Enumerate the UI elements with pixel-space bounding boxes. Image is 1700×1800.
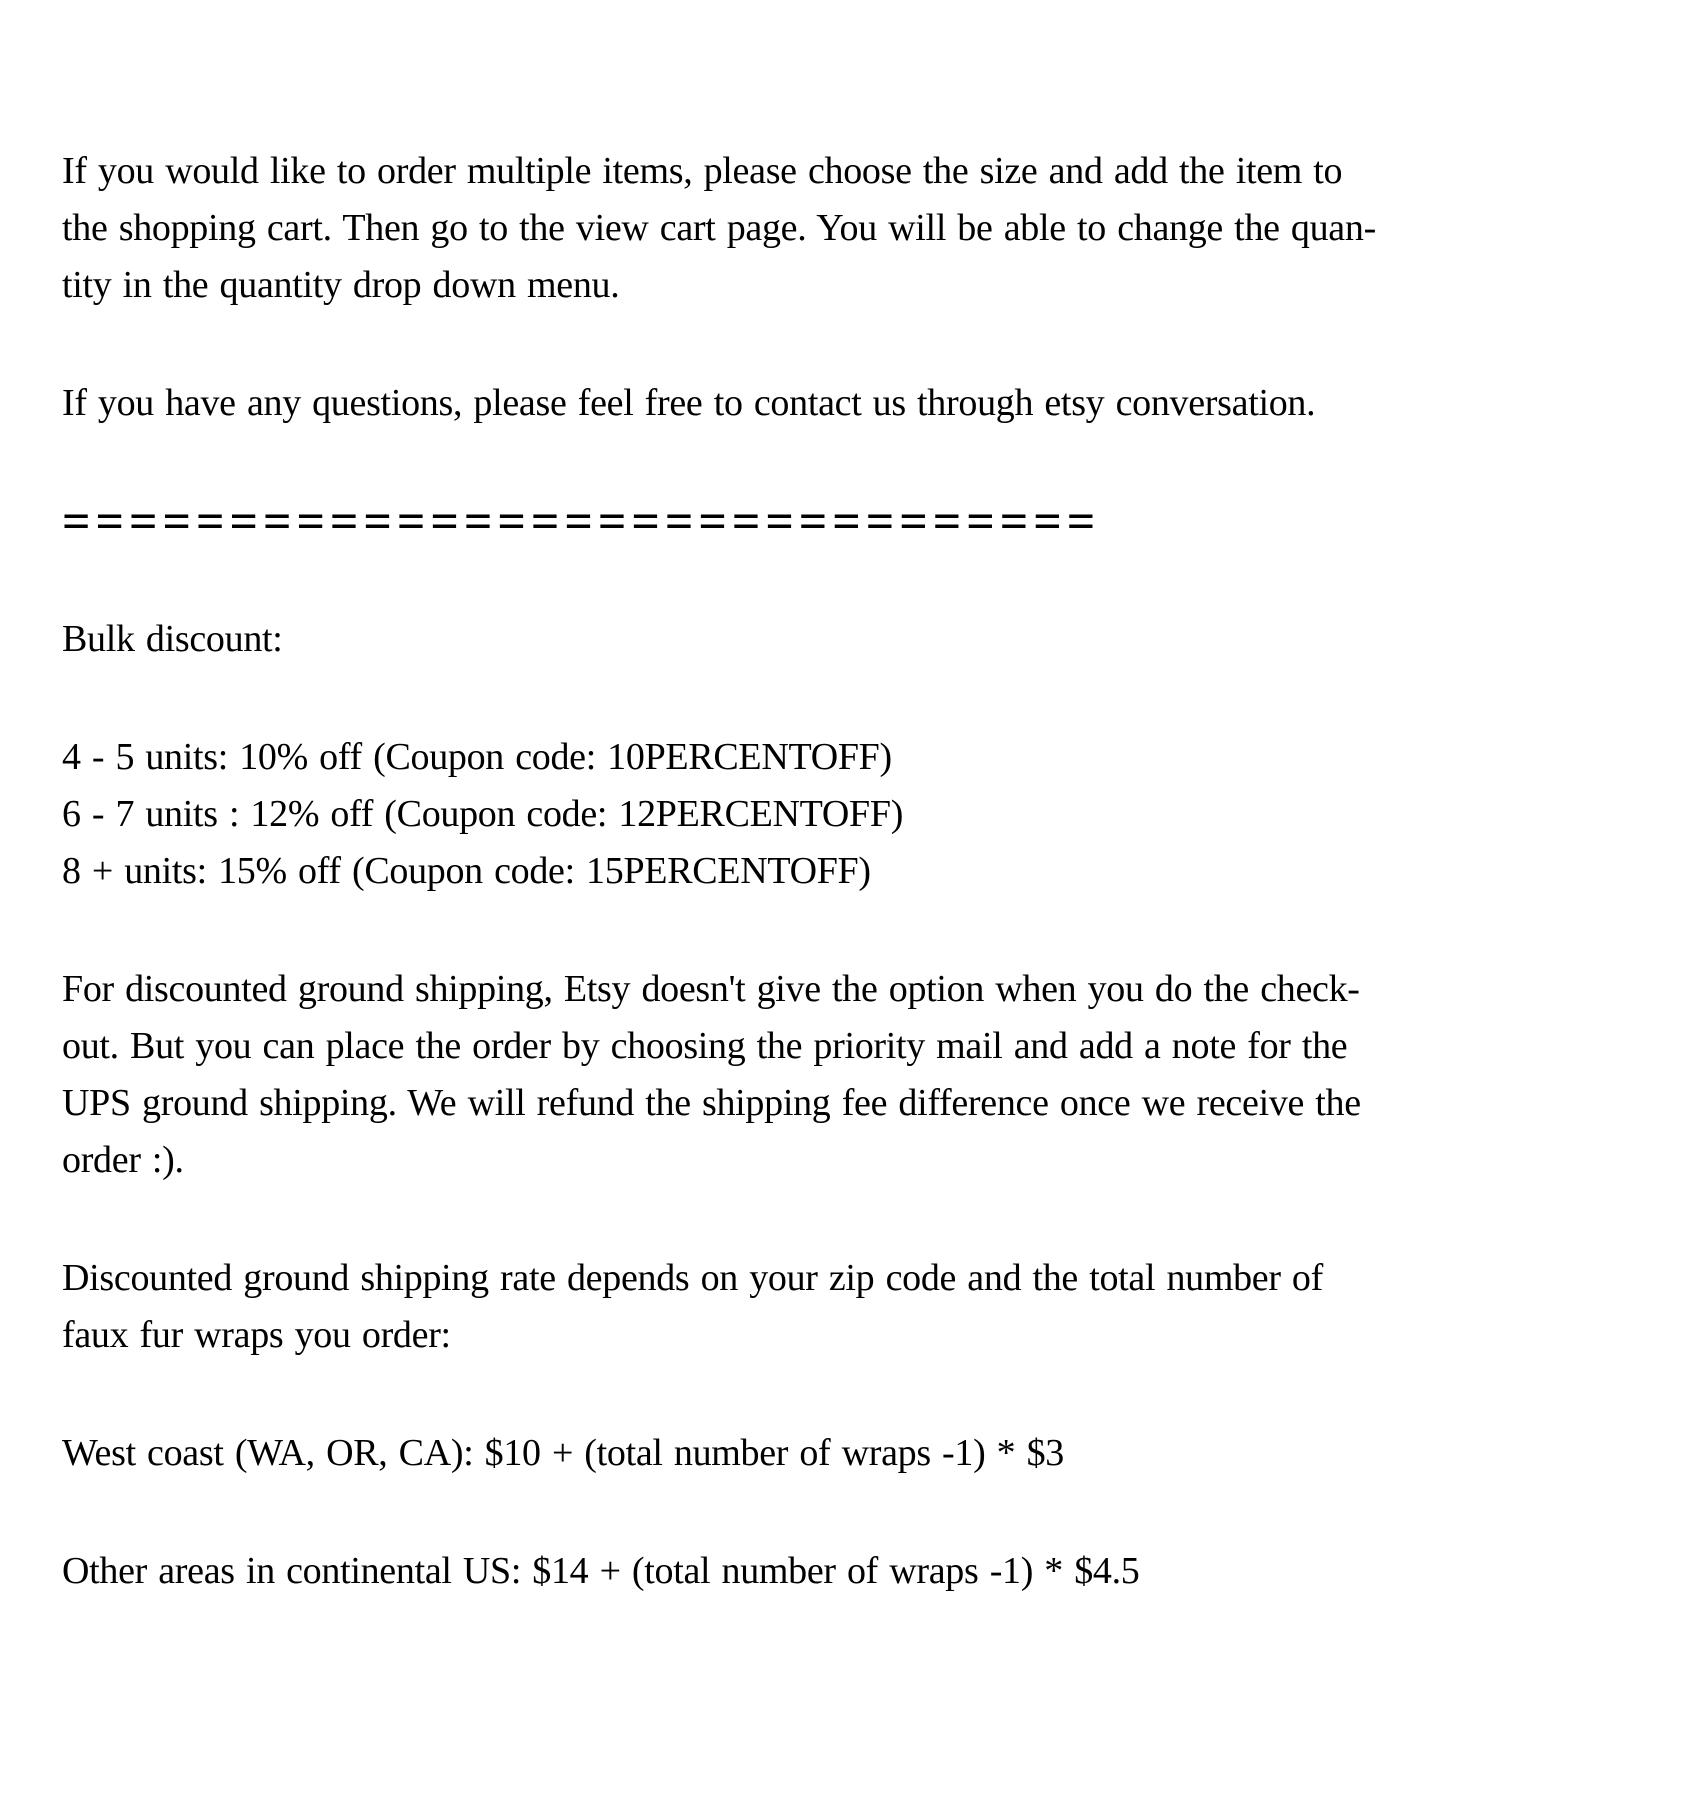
contact-line: If you have any questions, please feel free to contact us through etsy conversation. bbox=[62, 382, 1316, 424]
discount-tier-3: 8 + units: 15% off (Coupon code: 15PERCENTOFF) bbox=[62, 850, 871, 892]
west-coast-rate-text: West coast (WA, OR, CA): $10 + (total number of wraps -1) * $3 bbox=[62, 1432, 1064, 1474]
intro-line-3: tity in the quantity drop down menu. bbox=[62, 264, 620, 306]
bulk-discount-heading bbox=[62, 611, 1650, 668]
discount-tier-1: 4 - 5 units: 10% off (Coupon code: 10PERCENTOFF) bbox=[62, 736, 892, 778]
rate-intro-line-2: faux fur wraps you order: bbox=[62, 1314, 451, 1356]
ground-shipping-paragraph bbox=[62, 961, 1650, 1189]
contact-paragraph bbox=[62, 375, 1650, 432]
west-coast-rate bbox=[62, 1425, 1650, 1482]
listing-description-text bbox=[62, 143, 1650, 1661]
ground-shipping-line-2: out. But you can place the order by choosing the priority mail and add a note for the bbox=[62, 1025, 1348, 1067]
other-areas-rate-text: Other areas in continental US: $14 + (total number of wraps -1) * $4.5 bbox=[62, 1550, 1140, 1592]
bulk-discount-tiers bbox=[62, 729, 1650, 900]
intro-line-2: the shopping cart. Then go to the view cart page. You will be able to change the quan- bbox=[62, 207, 1376, 249]
bulk-discount-heading-text: Bulk discount: bbox=[62, 618, 283, 660]
intro-line-1: If you would like to order multiple items, please choose the size and add the item to bbox=[62, 150, 1343, 192]
discount-tier-2: 6 - 7 units : 12% off (Coupon code: 12PERCENTOFF) bbox=[62, 793, 904, 835]
other-areas-rate bbox=[62, 1543, 1650, 1600]
ground-shipping-line-3: UPS ground shipping. We will refund the shipping fee difference once we receive the bbox=[62, 1082, 1361, 1124]
rate-intro-paragraph bbox=[62, 1250, 1650, 1364]
section-divider bbox=[62, 493, 1650, 550]
ground-shipping-line-1: For discounted ground shipping, Etsy doesn't give the option when you do the check- bbox=[62, 968, 1360, 1010]
rate-intro-line-1: Discounted ground shipping rate depends on your zip code and the total number of bbox=[62, 1257, 1323, 1299]
ground-shipping-line-4: order :). bbox=[62, 1139, 184, 1181]
equals-divider: =============================== bbox=[62, 493, 1101, 549]
intro-paragraph bbox=[62, 143, 1650, 314]
